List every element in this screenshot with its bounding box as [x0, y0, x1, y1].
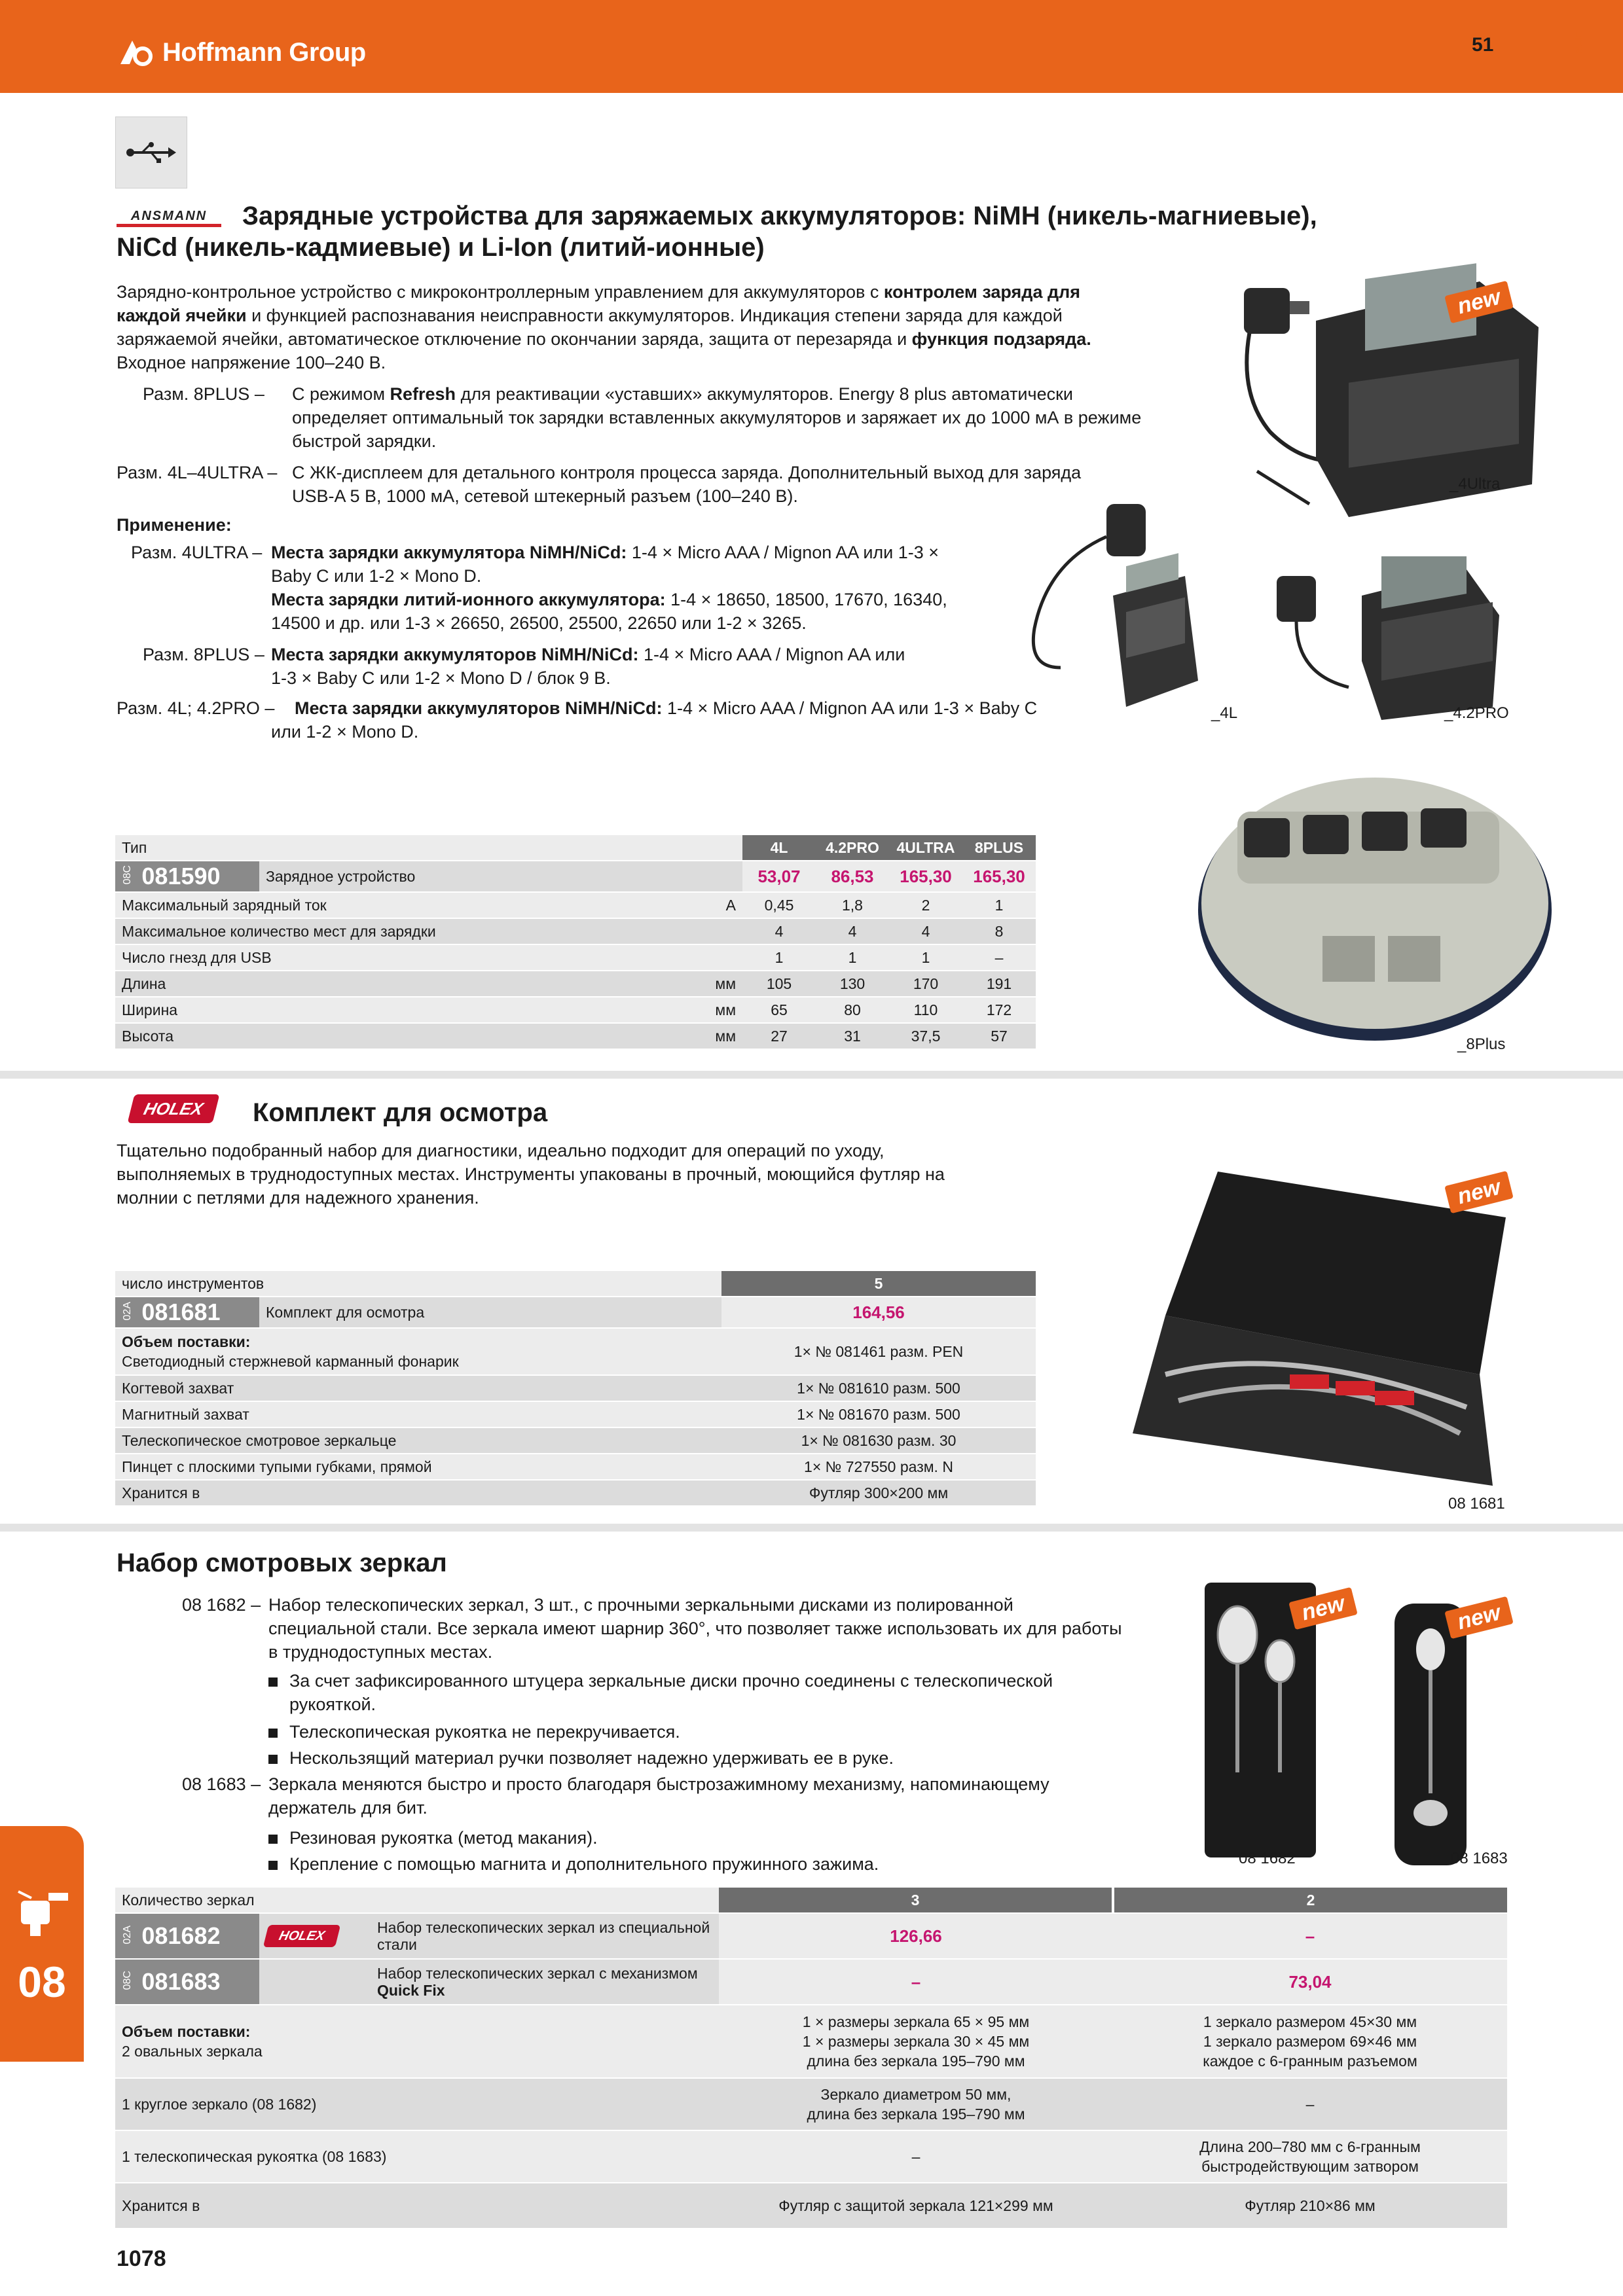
caption-081682: 08 1682: [1239, 1850, 1296, 1867]
language-code: RUE: [1573, 31, 1585, 55]
table-row: Максимальный зарядный ток A 0,45 1,8 2 1: [115, 892, 1036, 918]
mirror-081682-desc: Набор телескопических зеркал, 3 шт., с прочными зеркальными дисками из полированной специальной стали. Все зеркала имеют шарнир 360°, что позволяет также использовать их для работы в труднодоступных местах.: [268, 1595, 1122, 1662]
article-name: Набор телескопических зеркал из специальной стали: [371, 1913, 719, 1959]
table-row: Хранится в Футляр с защитой зеркала 121×299 мм Футляр 210×86 мм: [115, 2183, 1507, 2229]
table-row: 1 телескопическая рукоятка (08 1683) – Длина 200–780 мм с 6-гранным быстродействующим затвором: [115, 2130, 1507, 2183]
price-4l: 53,07: [742, 861, 816, 892]
caption-081683: 08 1683: [1451, 1850, 1508, 1867]
app-4l-desc: Места зарядки аккумуляторов NiMH/NiCd: 1-4 × Micro AAA / Mignon AA или 1-3 × Baby C или 1-2 × Mono D.: [271, 698, 1038, 742]
col-4ultra: 4ULTRA: [889, 835, 962, 861]
new-badge: new: [1444, 281, 1514, 323]
app-4ultra-desc: Места зарядки аккумулятора NiMH/NiCd: 1-4 × Micro AAA / Mignon AA или 1-3 × Baby C или 1-2 × Mono D. Места зарядки литий-ионного аккумулятора: 1-4 × 18650, 18500, 17670, 16340, 14500 и др. или 1-3 × 26650, 26500, 25500, 22650 или 1-2 × 3265.: [271, 543, 947, 633]
price-b: 73,04: [1113, 1959, 1507, 2005]
article-cell: 08C 081683: [115, 1959, 259, 2005]
app-4l-label: Разм. 4L; 4.2PRO –: [117, 698, 275, 718]
size-4l-label: Разм. 4L–4ULTRA –: [117, 463, 278, 482]
price-8plus: 165,30: [962, 861, 1036, 892]
tools-count-value: 5: [721, 1271, 1036, 1297]
price-a: 126,66: [719, 1913, 1113, 1959]
article-name: Набор телескопических зеркал с механизмом Quick Fix: [371, 1959, 719, 2005]
chapter-tab: [0, 1826, 84, 2062]
table-row: Длина мм 105 130 170 191: [115, 971, 1036, 997]
app-4ultra-label: Разм. 4ULTRA –: [131, 543, 263, 562]
inspection-title: Комплект для осмотра: [253, 1098, 548, 1127]
col-42pro: 4.2PRO: [816, 835, 889, 861]
article-name: Комплект для осмотра: [259, 1297, 721, 1328]
hoffmann-logo-icon: [117, 35, 155, 69]
charger-42pro-image: [1270, 556, 1519, 726]
mirrors-spec-table: [115, 1888, 1507, 2229]
new-badge: new: [1444, 1171, 1514, 1213]
app-8plus-label: Разм. 8PLUS –: [143, 645, 264, 664]
mirror-bullets-1: За счет зафиксированного штуцера зеркальные диски прочно соединены с телескопической рукояткой. Телескопическая рукоятка не перекручивается. Нескользящий материал ручки позволяет надежно удерживать ее в руке.: [268, 1669, 1185, 1770]
mirror-081683-label: 08 1683 –: [182, 1774, 261, 1794]
holex-logo: HOLEX: [128, 1094, 220, 1123]
table-row: Объем поставки: Светодиодный стержневой карманный фонарик 1× № 081461 разм. PEN: [115, 1328, 1036, 1375]
caption-4l: _4L: [1211, 704, 1238, 722]
table-row: Объем поставки: 2 овальных зеркала 1 × размеры зеркала 65 × 95 мм 1 × размеры зеркала 30 × 45 мм длина без зеркала 195–790 мм 1 зеркало размером 45×30 мм 1 зеркало размером 69×46 мм каждое с 6-гранным разъемом: [115, 2005, 1507, 2078]
type-label: Тип: [115, 835, 742, 861]
mirrors-count-b: 2: [1113, 1888, 1507, 1913]
bullet-icon: [268, 1729, 278, 1738]
article-cell: 02A 081681: [115, 1297, 259, 1328]
mirrors-count-a: 3: [719, 1888, 1113, 1913]
holex-logo: HOLEX: [263, 1925, 340, 1947]
caption-4ultra: _4Ultra: [1450, 475, 1501, 493]
size-8plus-label: Разм. 8PLUS –: [143, 384, 264, 404]
brand-logo: [117, 33, 366, 72]
table-row: Максимальное количество мест для зарядки 4 4 4 8: [115, 918, 1036, 944]
chargers-spec-table: [115, 835, 1036, 1050]
table-row: Телескопическое смотровое зеркальце 1× № 081630 разм. 30: [115, 1427, 1036, 1454]
table-row: Ширина мм 65 80 110 172: [115, 997, 1036, 1023]
ansmann-logo: ANSMANN: [117, 200, 221, 227]
price-b: –: [1113, 1913, 1507, 1959]
chargers-title-line2: NiCd (никель-кадмиевые) и Li-Ion (литий-ионные): [117, 233, 765, 262]
app-8plus-desc: Места зарядки аккумуляторов NiMH/NiCd: 1-4 × Micro AAA / Mignon AA или 1-3 × Baby C или 1-2 × Mono D / блок 9 В.: [271, 645, 905, 688]
caption-8plus: _8Plus: [1457, 1035, 1506, 1053]
mirrors-count-label: Количество зеркал: [115, 1888, 719, 1913]
inspection-kit-image: [1126, 1158, 1532, 1499]
price-a: –: [719, 1959, 1113, 2005]
mirror-set-081683-image: [1388, 1597, 1473, 1872]
chapter-number: 08: [18, 1958, 66, 2006]
size-4l-desc: С ЖК-дисплеем для детального контроля процесса заряда. Дополнительный выход для заряда USB-A 5 В, 1000 мА, сетевой штекерный разъем (100–240 В).: [292, 463, 1082, 506]
price-42pro: 86,53: [816, 861, 889, 892]
charger-8plus-image: [1192, 759, 1558, 1047]
section-page-number: 51: [1472, 34, 1494, 56]
caption-081681: 08 1681: [1448, 1495, 1505, 1513]
bullet-icon: [268, 1755, 278, 1764]
inspection-desc: Тщательно подобранный набор для диагностики, идеально подходит для операций по уходу, выполняемых в труднодоступных местах. Инструменты упакованы в прочный, моющийся футляр на молнии с петлями для надежного хранения.: [117, 1141, 945, 1208]
col-4l: 4L: [742, 835, 816, 861]
new-badge: new: [1444, 1596, 1514, 1639]
col-8plus: 8PLUS: [962, 835, 1036, 861]
table-row: Число гнезд для USB 1 1 1 –: [115, 944, 1036, 971]
mirrors-title: Набор смотровых зеркал: [117, 1549, 447, 1577]
mirror-081682-label: 08 1682 –: [182, 1595, 261, 1615]
table-row: Высота мм 27 31 37,5 57: [115, 1023, 1036, 1049]
charger-4l-image: [1008, 497, 1211, 713]
bullet-icon: [268, 1835, 278, 1844]
size-8plus-desc: С режимом Refresh для реактивации «уставших» аккумуляторов. Energy 8 plus автоматически определяет оптимальный ток зарядки вставленных аккумуляторов и заряжает их до 1000 мА в режиме быстрой зарядки.: [292, 384, 1142, 451]
spray-tool-icon: [12, 1878, 72, 1937]
article-cell: 02A 081682: [115, 1913, 259, 1959]
chargers-title-line1: Зарядные устройства для заряжаемых аккумуляторов: NiMH (никель-магниевые),: [242, 202, 1317, 230]
section-divider: [0, 1071, 1623, 1079]
table-row: Пинцет с плоскими тупыми губками, прямой 1× № 727550 разм. N: [115, 1454, 1036, 1480]
section-divider: [0, 1524, 1623, 1532]
caption-42pro: _4.2PRO: [1444, 704, 1509, 722]
bullet-icon: [268, 1677, 278, 1687]
tools-count-label: число инструментов: [115, 1271, 721, 1297]
footer-page-number: 1078: [117, 2246, 166, 2271]
price-4ultra: 165,30: [889, 861, 962, 892]
price: 164,56: [721, 1297, 1036, 1328]
bullet-icon: [268, 1861, 278, 1870]
table-row: Когтевой захват 1× № 081610 разм. 500: [115, 1375, 1036, 1401]
table-row: Магнитный захват 1× № 081670 разм. 500: [115, 1401, 1036, 1427]
table-row: 1 круглое зеркало (08 1682) Зеркало диаметром 50 мм, длина без зеркала 195–790 мм –: [115, 2078, 1507, 2130]
brand-name: Hoffmann Group: [162, 37, 366, 67]
article-cell: 08C 081590: [115, 861, 259, 892]
usb-icon: [115, 117, 187, 188]
article-name: Зарядное устройство: [259, 861, 742, 892]
application-title: Применение:: [117, 515, 232, 535]
inspection-spec-table: [115, 1271, 1036, 1507]
new-badge: new: [1288, 1587, 1358, 1630]
table-row: Хранится в Футляр 300×200 мм: [115, 1480, 1036, 1506]
mirror-081683-desc: Зеркала меняются быстро и просто благодаря быстрозажимному механизму, напоминающему держатель для бит. Резиновая рукоятка (метод макания). Крепление с помощью магнита и дополнительного пружинного зажима.: [268, 1774, 1049, 1874]
chargers-intro: Зарядно-контрольное устройство с микроконтроллерным управлением для аккумуляторов с контролем заряда для каждой ячейки и функцией распознавания неисправности аккумуляторов. Индикация степени заряда для каждой заряжаемой ячейки, автоматическое отключение по окончании заряда, защита от перезаряда и функция подзаряда. Входное напряжение 100–240 В.: [117, 282, 1091, 372]
